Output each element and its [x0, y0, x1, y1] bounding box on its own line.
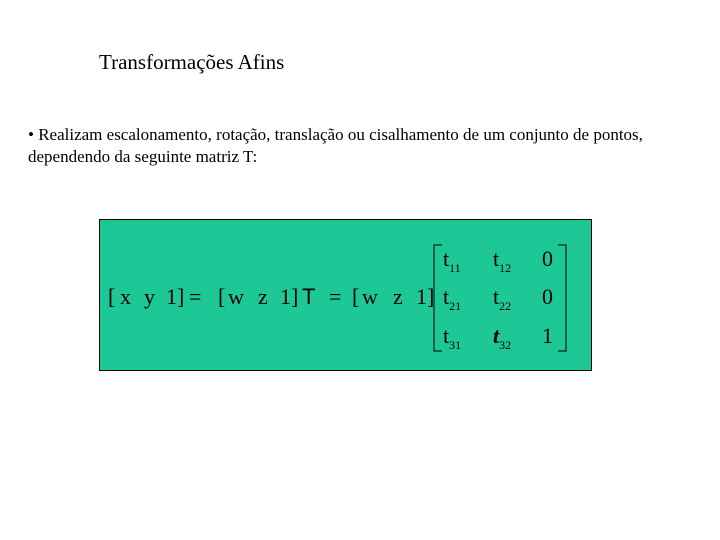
matrix-entry-r3c3: 1: [542, 323, 553, 348]
matrix-entry-t21: $t_{21}$: [443, 284, 462, 313]
matrix-equation: [100, 220, 591, 370]
middle-w: w: [228, 284, 244, 309]
lhs-close-bracket: ]: [177, 284, 185, 309]
rhs-close-bracket: ]: [427, 284, 435, 309]
matrix-entry-t31: $t_{31}$: [443, 323, 462, 352]
lhs-one: 1: [166, 284, 177, 309]
middle-close-bracket: ]: [291, 284, 299, 309]
matrix-entry-t22: $t_{22}$: [493, 284, 512, 313]
matrix-entry-r2c3: 0: [542, 284, 553, 309]
rhs-one: 1: [416, 284, 427, 309]
rhs-open-bracket: [: [352, 284, 360, 309]
middle-one: 1: [280, 284, 291, 309]
formula-box: [99, 219, 592, 371]
lhs-row-vector: [108, 284, 184, 309]
matrix-entries: [443, 246, 553, 352]
matrix-entry-t11: $t_{11}$: [443, 246, 461, 275]
matrix-symbol-T: T: [302, 284, 316, 309]
rhs-row-vector: [352, 284, 434, 309]
equals-sign-2: =: [329, 284, 342, 309]
lhs-y: y: [144, 284, 155, 309]
middle-open-bracket: [: [218, 284, 226, 309]
middle-row-vector: [218, 284, 315, 309]
lhs-open-bracket: [: [108, 284, 116, 309]
matrix-entry-t32: $t_{32}$: [493, 323, 512, 352]
matrix-entry-r1c3: 0: [542, 246, 553, 271]
middle-z: z: [258, 284, 268, 309]
rhs-z: z: [393, 284, 403, 309]
bullet-paragraph: [28, 124, 698, 168]
matrix-left-bracket: [434, 245, 442, 351]
bullet-symbol: •: [28, 125, 34, 144]
equals-sign-1: =: [189, 284, 202, 309]
rhs-w: w: [362, 284, 378, 309]
bullet-text: Realizam escalonamento, rotação, translação ou cisalhamento de um conjunto de pontos, dependendo da seguinte matriz T:: [28, 125, 643, 166]
matrix-entry-t12: $t_{12}$: [493, 246, 512, 275]
slide-title: Transformações Afins: [99, 50, 285, 74]
lhs-x: x: [120, 284, 131, 309]
matrix-right-bracket: [558, 245, 566, 351]
